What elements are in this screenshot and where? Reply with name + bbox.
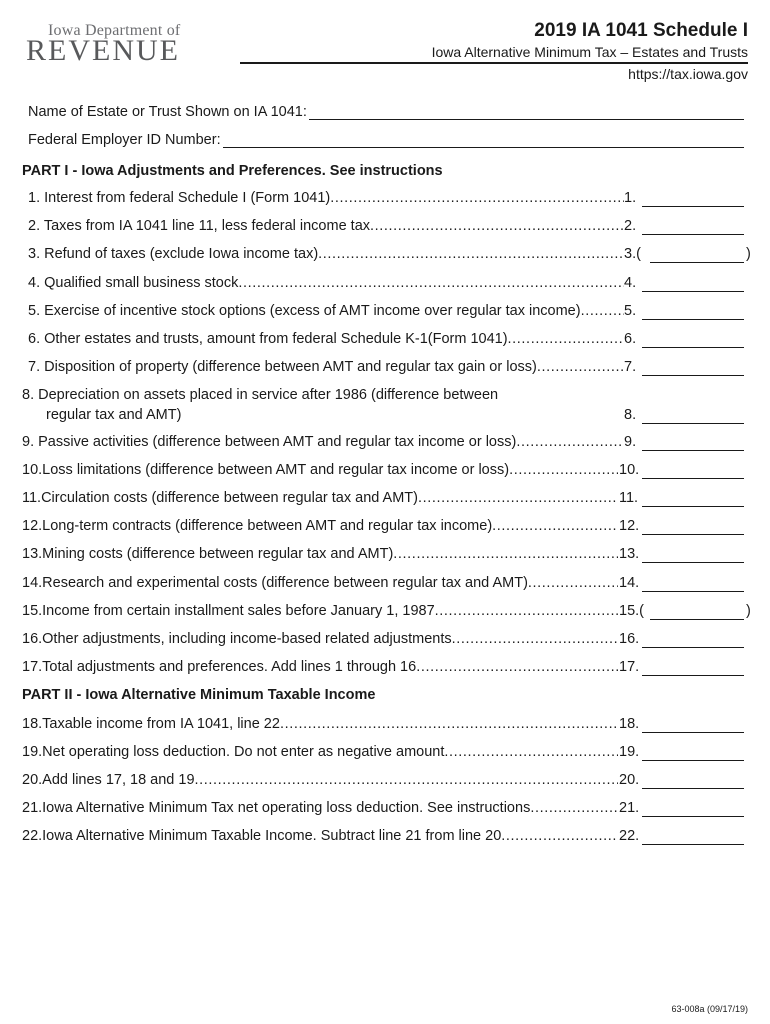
form-code: 63-008a (09/17/19): [671, 1004, 748, 1014]
line-3-label: 3. Refund of taxes (exclude Iowa income tax): [28, 246, 319, 262]
line-12-number: 12.: [619, 518, 640, 534]
line-13-number: 13.: [619, 546, 640, 562]
line-9-label: 9. Passive activities (difference between AMT and regular tax income or loss): [22, 434, 517, 450]
line-3-amount-field[interactable]: [650, 262, 744, 263]
line-19-label: 19.Net operating loss deduction. Do not enter as negative amount: [22, 744, 445, 760]
line-5-row: [0, 303, 770, 323]
line-22-amount-field[interactable]: [642, 844, 744, 845]
leader-dots: [435, 603, 618, 619]
line-15-close-paren: ): [746, 603, 751, 619]
leader-dots: [238, 275, 624, 291]
line-18-amount-field[interactable]: [642, 732, 744, 733]
leader-dots: [416, 659, 618, 675]
line-4-label: 4. Qualified small business stock: [28, 275, 239, 291]
leader-dots: [508, 331, 624, 347]
line-1-number: 1.: [624, 190, 637, 206]
line-17-row: [0, 659, 770, 679]
line-12-label: 12.Long-term contracts (difference between AMT and regular tax income): [22, 518, 493, 534]
leader-dots: [581, 303, 624, 319]
line-6-label: 6. Other estates and trusts, amount from federal Schedule K-1(Form 1041): [28, 331, 508, 347]
line-9-amount-field[interactable]: [642, 450, 744, 451]
line-8-row: [0, 387, 770, 427]
leader-dots: [318, 246, 624, 262]
leader-dots: [195, 772, 618, 788]
line-18-label: 18.Taxable income from IA 1041, line 22: [22, 716, 280, 732]
leader-dots: [418, 490, 618, 506]
line-10-label: 10.Loss limitations (difference between AMT and regular tax income or loss): [22, 462, 510, 478]
part-2-heading: PART II - Iowa Alternative Minimum Taxable Income: [22, 687, 376, 703]
line-19-row: [0, 744, 770, 764]
line-4-row: [0, 275, 770, 295]
line-17-number: 17.: [619, 659, 640, 675]
line-15-label: 15.Income from certain installment sales before January 1, 1987: [22, 603, 435, 619]
leader-dots: [509, 462, 618, 478]
line-1-row: [0, 190, 770, 210]
leader-dots: [370, 218, 624, 234]
logo-top-text: Iowa Department of: [48, 22, 181, 39]
estate-name-field[interactable]: [309, 103, 744, 120]
leader-dots: [452, 631, 618, 647]
line-11-number: 11.: [619, 490, 639, 506]
fein-row: [28, 128, 744, 148]
line-19-amount-field[interactable]: [642, 760, 744, 761]
line-11-label: 11.Circulation costs (difference between regular tax and AMT): [22, 490, 418, 506]
line-13-row: [0, 546, 770, 566]
fein-field[interactable]: [223, 131, 744, 148]
line-15-row: [0, 603, 770, 623]
line-2-amount-field[interactable]: [642, 234, 744, 235]
leader-dots: [501, 828, 618, 844]
leader-dots: [330, 190, 624, 206]
line-8-number: 8.: [624, 407, 637, 423]
line-7-row: [0, 359, 770, 379]
line-20-amount-field[interactable]: [642, 788, 744, 789]
form-url: https://tax.iowa.gov: [628, 66, 748, 82]
line-14-amount-field[interactable]: [642, 591, 744, 592]
line-10-number: 10.: [619, 462, 640, 478]
line-17-amount-field[interactable]: [642, 675, 744, 676]
line-14-label: 14.Research and experimental costs (difference between regular tax and AMT): [22, 575, 528, 591]
line-15-number: 15.(: [619, 603, 644, 619]
line-16-row: [0, 631, 770, 651]
line-14-number: 14.: [619, 575, 640, 591]
line-7-amount-field[interactable]: [642, 375, 744, 376]
line-2-number: 2.: [624, 218, 637, 234]
line-6-amount-field[interactable]: [642, 347, 744, 348]
line-14-row: [0, 575, 770, 595]
line-7-label: 7. Disposition of property (difference between AMT and regular tax gain or loss): [28, 359, 537, 375]
line-3-number: 3.(: [624, 246, 641, 262]
line-20-number: 20.: [619, 772, 640, 788]
line-22-row: [0, 828, 770, 848]
line-6-number: 6.: [624, 331, 637, 347]
form-title: 2019 IA 1041 Schedule I: [534, 20, 748, 41]
logo-bottom-text: REVENUE: [26, 34, 180, 67]
line-3-row: [0, 246, 770, 266]
leader-dots: [530, 800, 618, 816]
line-1-amount-field[interactable]: [642, 206, 744, 207]
line-12-amount-field[interactable]: [642, 534, 744, 535]
line-4-number: 4.: [624, 275, 637, 291]
line-8-label-part2: regular tax and AMT): [46, 407, 182, 423]
line-11-amount-field[interactable]: [642, 506, 744, 507]
line-19-number: 19.: [619, 744, 640, 760]
form-subtitle: Iowa Alternative Minimum Tax – Estates and Trusts: [431, 44, 748, 60]
line-3-close-paren: ): [746, 246, 751, 262]
line-1-label: 1. Interest from federal Schedule I (Form 1041): [28, 190, 331, 206]
header-divider: [240, 62, 748, 64]
line-12-row: [0, 518, 770, 538]
line-2-label: 2. Taxes from IA 1041 line 11, less federal income tax: [28, 218, 371, 234]
line-10-amount-field[interactable]: [642, 478, 744, 479]
leader-dots: [516, 434, 624, 450]
iowa-revenue-logo: [26, 22, 198, 66]
line-21-row: [0, 800, 770, 820]
line-9-number: 9.: [624, 434, 637, 450]
line-21-label: 21.Iowa Alternative Minimum Tax net operating loss deduction. See instructions: [22, 800, 531, 816]
line-7-number: 7.: [624, 359, 637, 375]
line-16-number: 16.: [619, 631, 640, 647]
line-15-amount-field[interactable]: [650, 619, 744, 620]
line-22-label: 22.Iowa Alternative Minimum Taxable Income. Subtract line 21 from line 20: [22, 828, 502, 844]
leader-dots: [528, 575, 618, 591]
leader-dots: [444, 744, 618, 760]
line-4-amount-field[interactable]: [642, 291, 744, 292]
line-16-amount-field[interactable]: [642, 647, 744, 648]
line-20-label: 20.Add lines 17, 18 and 19: [22, 772, 195, 788]
part-1-heading: PART I - Iowa Adjustments and Preferences. See instructions: [22, 163, 443, 179]
estate-name-label: Name of Estate or Trust Shown on IA 1041:: [28, 104, 307, 120]
line-20-row: [0, 772, 770, 792]
leader-dots: [492, 518, 618, 534]
line-5-number: 5.: [624, 303, 637, 319]
line-18-number: 18.: [619, 716, 640, 732]
line-21-number: 21.: [619, 800, 640, 816]
line-16-label: 16.Other adjustments, including income-based related adjustments: [22, 631, 452, 647]
line-21-amount-field[interactable]: [642, 816, 744, 817]
line-13-label: 13.Mining costs (difference between regular tax and AMT): [22, 546, 394, 562]
line-18-row: [0, 716, 770, 736]
leader-dots: [280, 716, 618, 732]
line-13-amount-field[interactable]: [642, 562, 744, 563]
line-11-row: [0, 490, 770, 510]
line-9-row: [0, 434, 770, 454]
estate-name-row: [28, 100, 744, 120]
line-10-row: [0, 462, 770, 482]
line-5-amount-field[interactable]: [642, 319, 744, 320]
line-8-label-part1: 8. Depreciation on assets placed in service after 1986 (difference between: [22, 387, 499, 403]
line-6-row: [0, 331, 770, 351]
line-8-amount-field[interactable]: [642, 423, 744, 424]
line-22-number: 22.: [619, 828, 640, 844]
line-2-row: [0, 218, 770, 238]
leader-dots: [393, 546, 618, 562]
line-5-label: 5. Exercise of incentive stock options (excess of AMT income over regular tax income): [28, 303, 581, 319]
line-17-label: 17.Total adjustments and preferences. Add lines 1 through 16: [22, 659, 417, 675]
fein-label: Federal Employer ID Number:: [28, 132, 221, 148]
leader-dots: [537, 359, 624, 375]
